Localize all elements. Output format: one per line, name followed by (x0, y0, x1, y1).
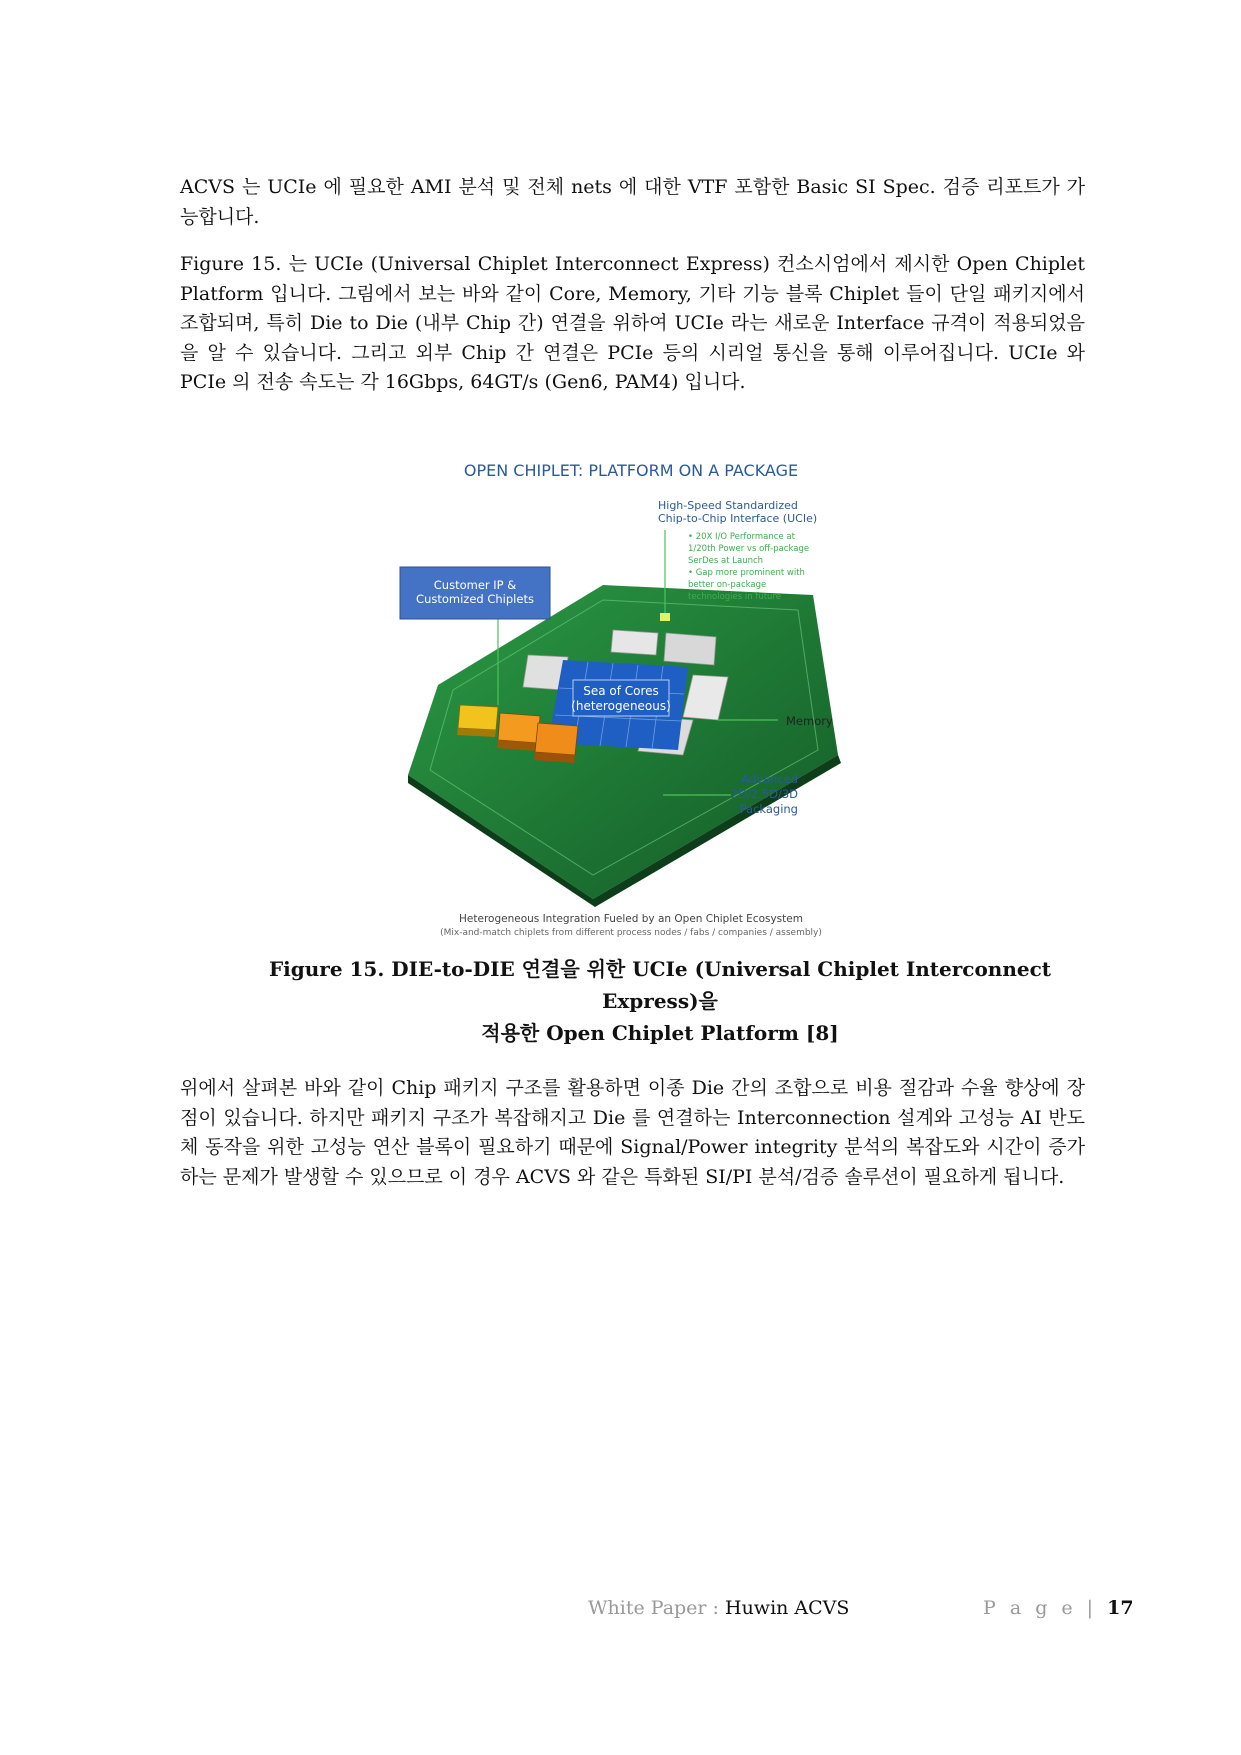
figure-caption (230, 953, 1090, 1049)
figure-caption-line2: 적용한 Open Chiplet Platform [8] (481, 1021, 839, 1045)
figure-caption-line1: Figure 15. DIE-to-DIE 연결을 위한 UCIe (Universal Chiplet Interconnect Express)을 (268, 957, 1052, 1013)
advanced-label-line1: Advanced (741, 772, 798, 786)
bullet-line: better on-package (688, 580, 767, 590)
memory-chiplet (664, 633, 716, 665)
sea-of-cores-label: Sea of Cores (583, 684, 659, 698)
footer-page-number (983, 1597, 1134, 1619)
bullet-line: 1/20th Power vs off-package (688, 544, 810, 554)
open-chiplet-figure (398, 455, 864, 940)
bullet-line: • 20X I/O Performance at (688, 532, 795, 542)
memory-label: Memory (786, 714, 833, 728)
sea-of-cores-sublabel: (heterogeneous) (571, 699, 671, 713)
footer-document-title (588, 1597, 849, 1619)
footer-page-label: P a g e | (983, 1597, 1108, 1619)
bullet-line: SerDes at Launch (688, 556, 764, 566)
paragraph-2: Figure 15. 는 UCIe (Universal Chiplet Interconnect Express) 컨소시엄에서 제시한 Open Chiplet Platform 입니다. 그림에서 보는 바와 같이 Core, Memory, 기타 기능 블록 Chiplet 들이 단일 패키지에서 조합되며, 특히 Die to Die (내부 Chip 간) 연결을 위하여 UCIe 라는 새로운 Interface 규격이 적용되었음을 알 수 있습니다. 그리고 외부 Chip 간 연결은 PCIe 등의 시리얼 통신을 통해 이루어집니다. UCIe 와 PCIe 의 전송 속도는 각 16Gbps, 64GT/s (Gen6, PAM4) 입니다. (180, 253, 1085, 393)
ucie-label-line2: Chip-to-Chip Interface (UCIe) (658, 512, 818, 525)
figure-footer-line1: Heterogeneous Integration Fueled by an Open Chiplet Ecosystem (459, 913, 803, 925)
customer-ip-line1: Customer IP & (433, 578, 517, 592)
figure-footer-line2: (Mix-and-match chiplets from different process nodes / fabs / companies / assembly) (440, 928, 822, 938)
bullet-line: • Gap more prominent with (688, 568, 805, 578)
paragraph-3: 위에서 살펴본 바와 같이 Chip 패키지 구조를 활용하면 이종 Die 간의 조합으로 비용 절감과 수율 향상에 장점이 있습니다. 하지만 패키지 구조가 복잡해지고 Die 를 연결하는 Interconnection 설계와 고성능 AI 반도체 동작을 위한 고성능 연산 블록이 필요하기 때문에 Signal/Power integrity 분석의 복잡도와 시간이 증가하는 문제가 발생할 수 있으므로 이 경우 ACVS 와 같은 특화된 SI/PI 분석/검증 솔루션이 필요하게 됩니다. (180, 1077, 1085, 1188)
footer-doc-name: Huwin ACVS (725, 1597, 850, 1619)
figure-title: OPEN CHIPLET: PLATFORM ON A PACKAGE (463, 461, 799, 480)
bullet-line: technologies in future (688, 592, 781, 602)
ucie-label-line1: High-Speed Standardized (658, 499, 798, 512)
advanced-label-line3: Packaging (739, 802, 798, 816)
ucie-bullets (688, 532, 809, 602)
footer-doc-prefix: White Paper : (588, 1597, 725, 1619)
advanced-label-line2: 2D/2.5D/3D (730, 787, 798, 801)
footer-page-value: 17 (1107, 1597, 1134, 1619)
open-chiplet-diagram (398, 455, 864, 940)
ucie-marker (660, 613, 670, 621)
paragraph-1: ACVS 는 UCIe 에 필요한 AMI 분석 및 전체 nets 에 대한 VTF 포함한 Basic SI Spec. 검증 리포트가 가능합니다. (180, 176, 1085, 228)
customer-ip-line2: Customized Chiplets (416, 592, 534, 606)
memory-chiplet (611, 630, 658, 655)
